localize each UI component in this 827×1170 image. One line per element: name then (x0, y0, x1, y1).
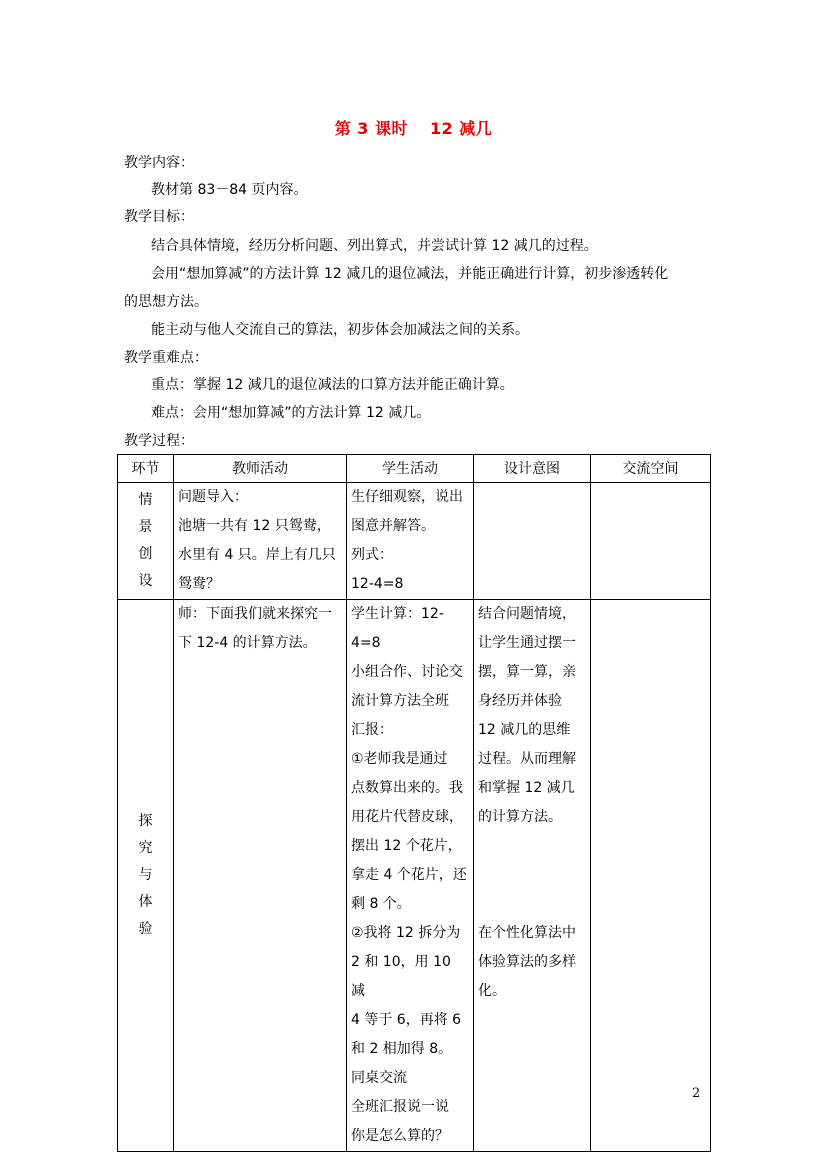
space-cell (591, 483, 711, 600)
stage-cell (118, 483, 174, 600)
header-stage: 环节 (118, 455, 174, 483)
table-header-row (118, 455, 711, 483)
goals-heading: 教学目标： (124, 209, 194, 225)
teacher-cell: 师：下面我们就来探究一 下 12-4 的计算方法。 (174, 600, 347, 1152)
goal-3: 能主动与他人交流自己的算法，初步体会加减法之间的关系。 (151, 322, 529, 338)
lesson-number: 第 3 课时 (334, 119, 408, 138)
student-cell: 学生计算：12-4=8 小组合作、讨论交 流计算方法全班 汇报： ①老师我是通过 点数算出来的。我 用花片代替皮球， 摆出 12 个花片， 拿走 4 个花片，还 剩 8 个。 ②我将 12 拆分为 2 和 10，用 10 减 4 等于 6，再将 6 和 2 相加得 8。 同桌交流 全班汇报说一说 你是怎么算的？ (347, 600, 474, 1152)
student-cell: 生仔细观察，说出 图意并解答。 列式： 12-4=8 (347, 483, 474, 600)
keypoint-focus: 重点：掌握 12 减几的退位减法的口算方法并能正确计算。 (151, 377, 514, 393)
process-heading: 教学过程： (124, 433, 194, 449)
goal-2-continued: 的思想方法。 (124, 294, 208, 310)
header-teacher: 教师活动 (174, 455, 347, 483)
stage-cell (118, 600, 174, 1152)
process-table (117, 454, 711, 1152)
header-student: 学生活动 (347, 455, 474, 483)
teacher-cell: 问题导入： 池塘一共有 12 只鸳鸯， 水里有 4 只。岸上有几只 鸳鸯？ (174, 483, 347, 600)
stage-label: 探究与体验 (138, 812, 153, 937)
space-cell (591, 600, 711, 1152)
intent-cell: 结合问题情境， 让学生通过摆一 摆，算一算，亲 身经历并体验 12 减几的思维 过程。从而理解 和掌握 12 减几 的计算方法。 在个性化算法中 体验算法的多样 化。 (474, 600, 591, 1152)
goal-2: 会用“想加算减”的方法计算 12 减几的退位减法，并能正确进行计算，初步渗透转化 (151, 266, 669, 282)
stage-label: 情景创设 (138, 491, 153, 589)
goal-1: 结合具体情境，经历分析问题、列出算式，并尝试计算 12 减几的过程。 (151, 238, 598, 254)
page-title (0, 116, 827, 139)
table-row (118, 600, 711, 1152)
lesson-topic: 12 减几 (429, 119, 493, 138)
header-intent: 设计意图 (474, 455, 591, 483)
table-row (118, 483, 711, 600)
intent-cell (474, 483, 591, 600)
content-heading: 教学内容： (124, 155, 194, 171)
header-space: 交流空间 (591, 455, 711, 483)
keypoints-heading: 教学重难点： (124, 350, 208, 366)
keypoint-difficulty: 难点：会用“想加算减”的方法计算 12 减几。 (151, 405, 431, 421)
page-number: 2 (692, 1086, 701, 1101)
content-text: 教材第 83－84 页内容。 (151, 182, 308, 198)
